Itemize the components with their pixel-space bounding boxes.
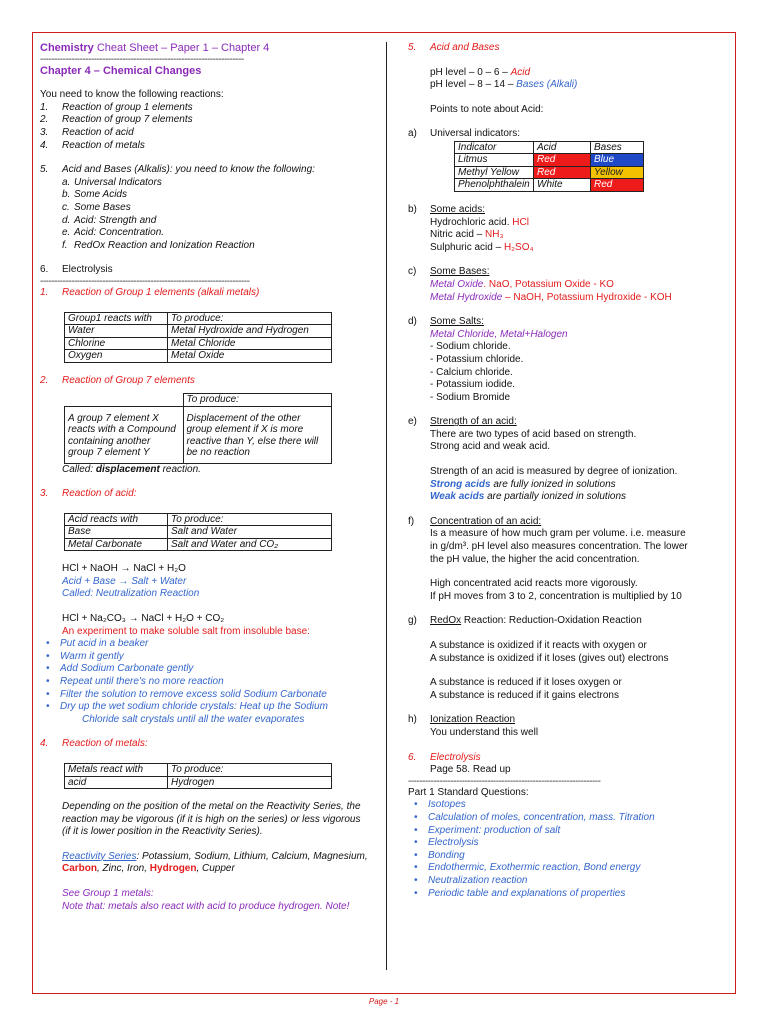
list-item: 6. Electrolysis xyxy=(40,264,113,276)
section-rule: -------------------------------------------------------------------- xyxy=(408,776,601,787)
word-equation: Acid + Base → Salt + Water xyxy=(62,575,187,587)
ionization-line: You understand this well xyxy=(430,726,539,738)
acid-line: Hydrochloric acid. HCl xyxy=(430,216,529,228)
weak-acid-line: Weak acids are partially ionized in solutions xyxy=(430,491,627,503)
salt-item: - Calcium chloride. xyxy=(430,366,513,378)
section-heading: 6. Electrolysis xyxy=(408,751,481,763)
note-line: Note that: metals also react with acid to produce hydrogen. Note! xyxy=(62,900,350,912)
intro-text: You need to know the following reactions: xyxy=(40,89,224,101)
experiment-title: An experiment to make soluble salt from insoluble base: xyxy=(62,625,310,637)
reaction-name: Called: Neutralization Reaction xyxy=(62,588,200,600)
question-item: • Electrolysis xyxy=(408,837,730,850)
list-item: 2. Reaction of group 7 elements xyxy=(40,114,193,126)
group1-table: Group1 reacts with To produce: Water Metal Hydroxide and Hydrogen Chlorine Metal Chloride Oxygen Metal Oxide xyxy=(64,312,332,363)
concentration-line: the pH value, the higher the acid concentration. xyxy=(430,553,640,565)
ph-line: pH level – 0 – 6 – Acid xyxy=(430,66,531,78)
concentration-line: Is a measure of how much gram per volume. i.e. measure xyxy=(430,528,686,540)
sub-item: f. RedOx Reaction and Ionization Reaction xyxy=(62,239,255,251)
section-heading: 1. Reaction of Group 1 elements (alkali metals) xyxy=(40,286,260,298)
redox-line: A substance is reduced if it gains electrons xyxy=(430,689,619,701)
chapter-heading: Chapter 4 – Chemical Changes xyxy=(40,64,202,77)
base-line: Metal Hydroxide – NaOH, Potassium Hydroxide - KOH xyxy=(430,291,672,303)
item-c: c) Some Bases: xyxy=(408,266,490,278)
electrolysis-line: Page 58. Read up xyxy=(430,764,511,776)
redox-line: A substance is reduced if it loses oxygen or xyxy=(430,677,622,689)
section-heading: 5. Acid and Bases xyxy=(408,42,500,53)
list-item: • Dry up the wet sodium chloride crystals: Heat up the Sodium xyxy=(40,701,380,714)
list-item: • Filter the solution to remove excess solid Sodium Carbonate xyxy=(40,689,380,702)
paragraph-line: Depending on the position of the metal on the Reactivity Series, the xyxy=(62,801,361,812)
metals-table: Metals react with To produce: acid Hydrogen xyxy=(64,763,332,789)
sub-item: a. Universal Indicators xyxy=(62,176,162,188)
item-a: a) Universal indicators: xyxy=(408,128,521,140)
strength-line: There are two types of acid based on strength. xyxy=(430,428,637,440)
points-heading: Points to note about Acid: xyxy=(430,103,544,115)
left-column xyxy=(40,42,380,913)
sub-item: d. Acid: Strength and xyxy=(62,214,157,226)
question-item: • Bonding xyxy=(408,850,730,863)
sub-item: b. Some Acids xyxy=(62,189,127,201)
acid-line: Sulphuric acid – H₂SO₄ xyxy=(430,241,534,253)
page-title: Chemistry Cheat Sheet – Paper 1 – Chapter 4 xyxy=(40,42,270,54)
list-item: 4. Reaction of metals xyxy=(40,139,145,151)
group7-table: To produce: A group 7 element X reacts with a Compound containing another group 7 element Y Displacement of the other group element if X is more reactive than Y, else there will be no reaction xyxy=(64,393,332,464)
question-item: • Experiment: production of salt xyxy=(408,825,730,838)
item-f: f) Concentration of an acid: xyxy=(408,515,542,527)
acid-line: Nitric acid – NH₃ xyxy=(430,229,504,241)
salt-item: - Sodium Bromide xyxy=(430,391,511,403)
question-item: • Endothermic, Exothermic reaction, Bond energy xyxy=(408,862,730,875)
sub-item: e. Acid: Concentration. xyxy=(62,227,165,239)
base-line: Metal Oxide. NaO, Potassium Oxide - KO xyxy=(430,278,614,290)
equation: HCl + NaOH → NaCl + H₂O xyxy=(62,563,186,575)
section-rule: -------------------------------------------------------------------------- xyxy=(40,276,250,287)
question-item: • Neutralization reaction xyxy=(408,875,730,888)
list-item-cont: Chloride salt crystals until all the water evaporates xyxy=(82,713,305,725)
item-g: g) RedOx Reaction: Reduction-Oxidation Reaction xyxy=(408,615,642,627)
item-d: d) Some Salts: xyxy=(408,316,484,328)
salt-item: - Sodium chloride. xyxy=(430,341,511,353)
column-divider xyxy=(386,42,387,970)
section-heading: 3. Reaction of acid: xyxy=(40,488,137,500)
question-item: • Calculation of moles, concentration, mass. Titration xyxy=(408,812,730,825)
redox-line: A substance is oxidized if it loses (gives out) electrons xyxy=(430,652,669,664)
salt-item: - Potassium chloride. xyxy=(430,353,524,365)
list-item: 5. Acid and Bases (Alkalis): you need to know the following: xyxy=(40,164,315,176)
indicator-table: Indicator Acid Bases Litmus Red Blue Methyl Yellow Red Yellow Phenolphthalein White Red xyxy=(454,141,644,192)
strength-line: Strength of an acid is measured by degree of ionization. xyxy=(430,466,678,478)
concentration-line: in g/dm³. pH level also measures concentration. The lower xyxy=(430,541,688,553)
section-heading: 4. Reaction of metals: xyxy=(40,738,148,750)
displacement-note: Called: displacement reaction. xyxy=(62,463,201,475)
question-item: • Periodic table and explanations of properties xyxy=(408,888,730,901)
list-item: 1. Reaction of group 1 elements xyxy=(40,101,193,113)
redox-line: A substance is oxidized if it reacts with oxygen or xyxy=(430,640,647,651)
ph-line: pH level – 8 – 14 – Bases (Alkali) xyxy=(430,79,578,91)
reactivity-series-cont: Carbon, Zinc, Iron, Hydrogen, Cupper xyxy=(62,863,235,875)
paragraph-line: (if it is lower position in the Reactivity Series). xyxy=(62,826,263,838)
equation: HCl + Na₂CO₃ → NaCl + H₂O + CO₂ xyxy=(62,613,225,625)
salt-subtitle: Metal Chloride, Metal+Halogen xyxy=(430,328,568,340)
list-item: • Warm it gently xyxy=(40,651,380,664)
item-h: h) Ionization Reaction xyxy=(408,714,516,726)
sub-item: c. Some Bases xyxy=(62,201,131,213)
title-rule: ------------------------------------------------------------------------ xyxy=(40,54,244,65)
list-item: • Put acid in a beaker xyxy=(40,638,380,651)
note-line: See Group 1 metals: xyxy=(62,887,154,899)
list-item: • Add Sodium Carbonate gently xyxy=(40,663,380,676)
list-item: 3. Reaction of acid xyxy=(40,126,134,138)
list-item: • Repeat until there's no more reaction xyxy=(40,676,380,689)
strong-acid-line: Strong acids are fully ionized in solutions xyxy=(430,478,616,490)
paragraph-line: reaction may be vigorous (if it is high on the series) or less vigorous xyxy=(62,813,361,825)
salt-item: - Potassium iodide. xyxy=(430,379,516,391)
concentration-line: If pH moves from 3 to 2, concentration is multiplied by 10 xyxy=(430,590,682,602)
page-number: Page - 1 xyxy=(368,997,400,1006)
acid-table: Acid reacts with To produce: Base Salt and Water Metal Carbonate Salt and Water and CO₂ xyxy=(64,513,332,552)
question-item: • Isotopes xyxy=(408,799,730,812)
concentration-line: High concentrated acid reacts more vigorously. xyxy=(430,578,638,590)
reactivity-series: Reactivity Series: Potassium, Sodium, Lithium, Calcium, Magnesium, xyxy=(62,850,368,862)
strength-line: Strong acid and weak acid. xyxy=(430,441,551,453)
item-b: b) Some acids: xyxy=(408,203,486,215)
right-column xyxy=(408,42,730,900)
section-heading: 2. Reaction of Group 7 elements xyxy=(40,374,195,386)
item-e: e) Strength of an acid: xyxy=(408,416,517,428)
part1-heading: Part 1 Standard Questions: xyxy=(408,786,529,798)
